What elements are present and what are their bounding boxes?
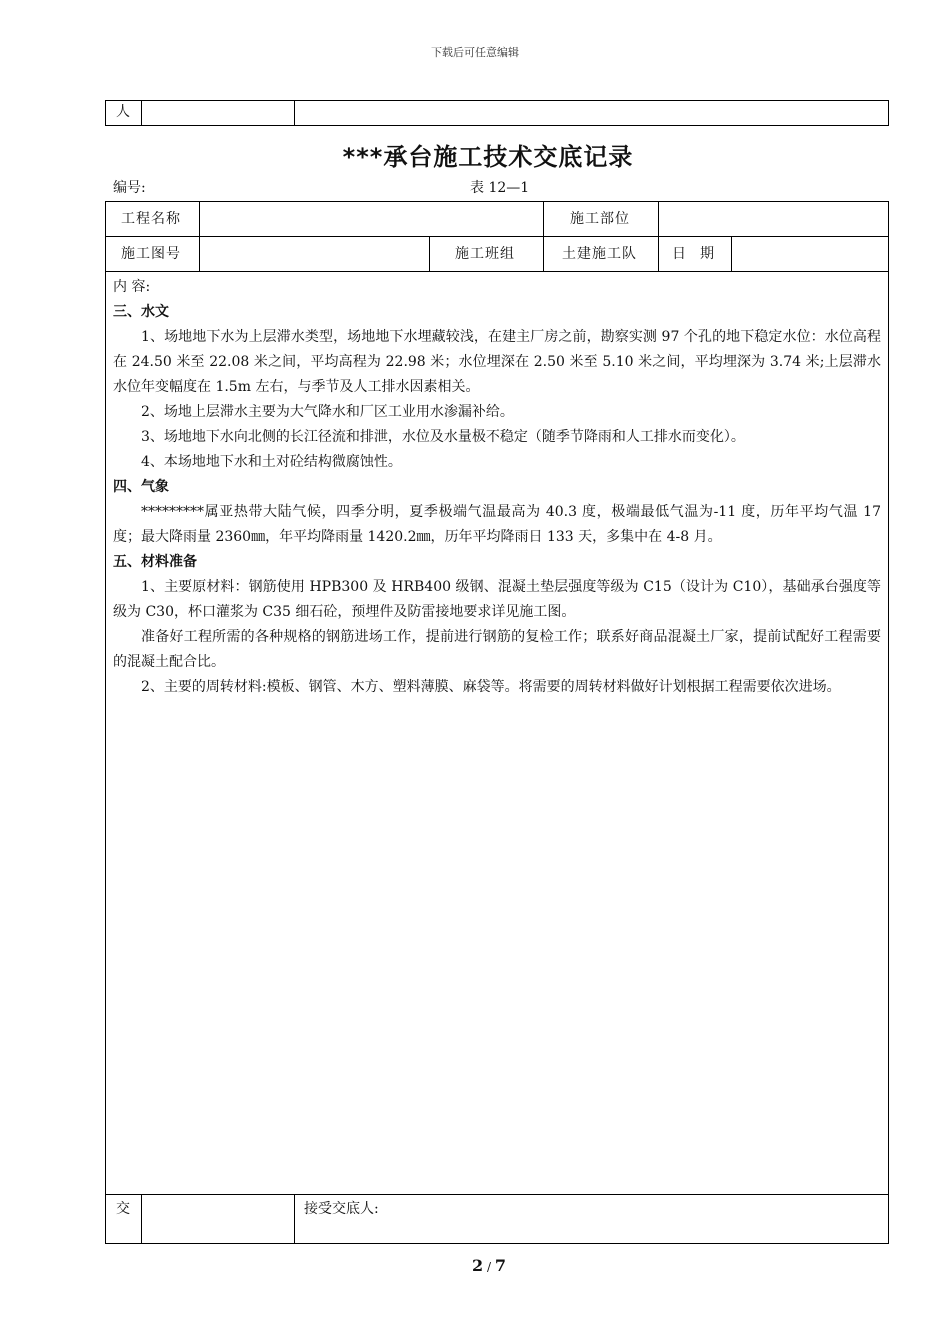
row2-border-bottom [105, 271, 889, 272]
row2-divider-4 [658, 236, 659, 272]
document-title: ***承台施工技术交底记录 [342, 143, 634, 171]
main-table-border-left [105, 201, 106, 1244]
section-materials-heading: 五、材料准备 [113, 554, 197, 570]
row2-divider-2 [429, 236, 430, 272]
row2-divider-1 [199, 236, 200, 272]
main-table-border-right [888, 201, 889, 1244]
footer-divider-1 [141, 1194, 142, 1244]
top-row-divider-2 [294, 100, 295, 126]
footer-divider-2 [294, 1194, 295, 1244]
top-row-label: 人 [116, 104, 130, 120]
materials-paragraph-1: 1、主要原材料：钢筋使用 HPB300 及 HRB400 级钢、混凝土垫层强度等级为 C15（设计为 C10），基础承台强度等级为 C30，杯口灌浆为 C35 细石砼，预埋件及防雷接地要求详见施工图。 [113, 579, 881, 620]
main-table-border-bottom [105, 1243, 889, 1244]
row1-divider-3 [658, 201, 659, 237]
section-hydrology-heading: 三、水文 [113, 304, 169, 320]
row2-divider-3 [543, 236, 544, 272]
number-label: 编号: [113, 180, 146, 196]
top-row-divider-1 [141, 100, 142, 126]
row1-divider-1 [199, 201, 200, 237]
hydrology-paragraph-4: 4、本场地地下水和土对砼结构微腐蚀性。 [141, 454, 402, 470]
top-row-divider-right [888, 100, 889, 126]
receiver-label: 接受交底人: [304, 1201, 379, 1217]
content-border-bottom [105, 1194, 889, 1195]
materials-paragraph-3: 2、主要的周转材料:模板、钢管、木方、塑料薄膜、麻袋等。将需要的周转材料做好计划根据工程需要依次进场。 [141, 679, 841, 695]
content-intro: 内 容: [113, 279, 151, 295]
materials-paragraph-2: 准备好工程所需的各种规格的钢筋进场工作，提前进行钢筋的复检工作；联系好商品混凝土厂家，提前试配好工程需要的混凝土配合比。 [113, 629, 881, 670]
team-value: 土建施工队 [562, 246, 637, 262]
content-body [113, 275, 881, 700]
row2-divider-5 [731, 236, 732, 272]
header-note: 下载后可任意编辑 [431, 46, 519, 59]
hydrology-paragraph-2: 2、场地上层滞水主要为大气降水和厂区工业用水渗漏补给。 [141, 404, 514, 420]
top-row-border-bottom [105, 125, 889, 126]
top-row-border-top [105, 100, 889, 101]
hydrology-paragraph-1: 1、场地地下水为上层滞水类型，场地地下水埋藏较浅，在建主厂房之前，勘察实测 97 个孔的地下稳定水位：水位高程在 24.50 米至 22.08 米之间，平均高程为 22.98 米；水位埋深在 2.50 米至 5.10 米之间，平均埋深为 3.74 米;上层滞水水位年变幅度在 1.5m 左右，与季节及人工排水因素相关。 [113, 329, 881, 395]
team-label: 施工班组 [455, 246, 515, 262]
project-name-label: 工程名称 [121, 211, 181, 227]
drawing-no-label: 施工图号 [121, 246, 181, 262]
section-climate-heading: 四、气象 [113, 479, 169, 495]
handover-label: 交 [116, 1201, 130, 1217]
row1-border-bottom [105, 236, 889, 237]
main-table-border-top [105, 201, 889, 202]
date-label: 日 期 [672, 246, 714, 262]
hydrology-paragraph-3: 3、场地地下水向北侧的长江径流和排泄，水位及水量极不稳定（随季节降雨和人工排水而变化）。 [141, 429, 745, 445]
page-total: 7 [494, 1256, 506, 1275]
table-number: 表 12—1 [470, 180, 530, 196]
construction-part-label: 施工部位 [570, 211, 630, 227]
row1-divider-2 [543, 201, 544, 237]
climate-paragraph-1: *********属亚热带大陆气候，四季分明，夏季极端气温最高为 40.3 度，极端最低气温为-11 度，历年平均气温 17 度；最大降雨量 2360㎜，年平均降雨量 1420.2㎜，历年平均降雨日 133 天，多集中在 4-8 月。 [113, 504, 881, 545]
page-number [0, 1256, 950, 1275]
top-row-divider-left [105, 100, 106, 126]
page-separator: / [483, 1260, 495, 1274]
page-current: 2 [472, 1256, 484, 1275]
